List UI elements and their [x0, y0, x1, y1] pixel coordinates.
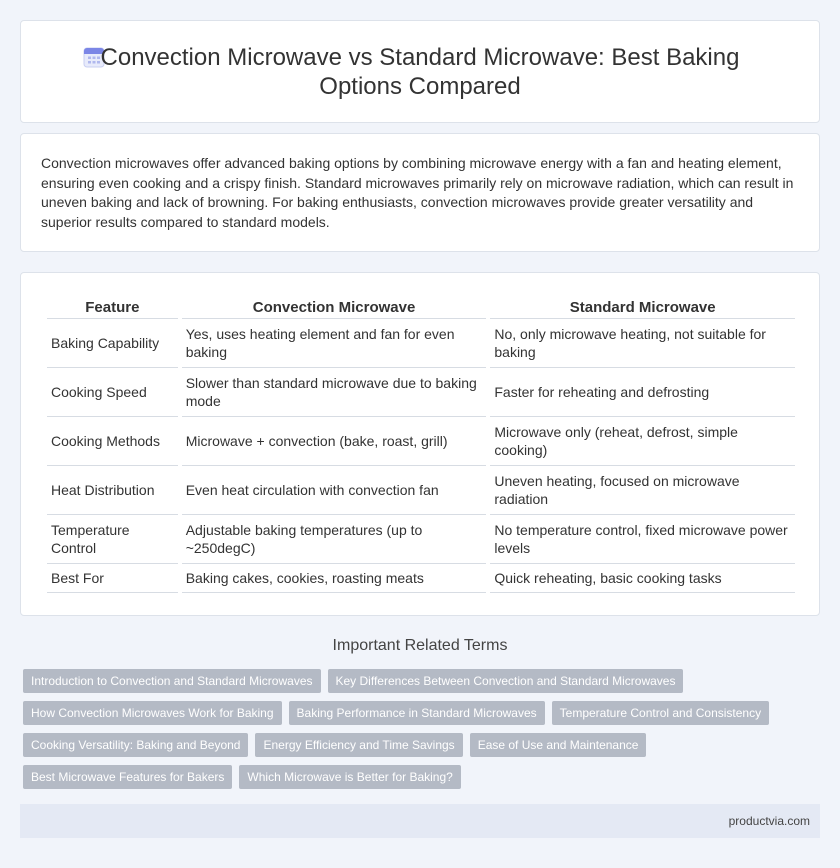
table-cell: Microwave only (reheat, defrost, simple cooking) — [490, 417, 795, 466]
footer — [20, 804, 820, 838]
table-cell: No temperature control, fixed microwave power levels — [490, 515, 795, 564]
related-term-link[interactable]: Best Microwave Features for Bakers — [23, 765, 232, 789]
table-cell: Cooking Methods — [47, 417, 178, 466]
related-terms-list — [23, 669, 823, 797]
table-cell: No, only microwave heating, not suitable for baking — [490, 319, 795, 368]
related-term-link[interactable]: Key Differences Between Convection and Standard Microwaves — [328, 669, 684, 693]
related-term-link[interactable]: How Convection Microwaves Work for Baking — [23, 701, 282, 725]
table-cell: Microwave + convection (bake, roast, grill) — [182, 417, 487, 466]
table-cell: Temperature Control — [47, 515, 178, 564]
table-row — [47, 417, 795, 466]
header-card — [20, 20, 820, 123]
footer-site-link[interactable]: productvia.com — [728, 814, 810, 828]
comparison-table — [43, 297, 799, 593]
comparison-table-card — [20, 272, 820, 616]
related-term-link[interactable]: Cooking Versatility: Baking and Beyond — [23, 733, 248, 757]
column-header: Feature — [47, 297, 178, 319]
table-cell: Adjustable baking temperatures (up to ~250degC) — [182, 515, 487, 564]
table-cell: Baking cakes, cookies, roasting meats — [182, 564, 487, 593]
table-cell: Heat Distribution — [47, 466, 178, 515]
table-row — [47, 319, 795, 368]
table-cell: Best For — [47, 564, 178, 593]
related-term-link[interactable]: Introduction to Convection and Standard Microwaves — [23, 669, 321, 693]
table-row — [47, 466, 795, 515]
table-row — [47, 515, 795, 564]
related-terms-title: Important Related Terms — [332, 637, 508, 654]
table-cell: Yes, uses heating element and fan for even baking — [182, 319, 487, 368]
table-row — [47, 564, 795, 593]
related-term-link[interactable]: Temperature Control and Consistency — [552, 701, 769, 725]
table-cell: Faster for reheating and defrosting — [490, 368, 795, 417]
table-row — [47, 368, 795, 417]
table-header-row — [47, 297, 795, 319]
related-term-link[interactable]: Ease of Use and Maintenance — [470, 733, 647, 757]
related-term-link[interactable]: Baking Performance in Standard Microwaves — [289, 701, 545, 725]
related-term-link[interactable]: Energy Efficiency and Time Savings — [255, 733, 462, 757]
page-title: Convection Microwave vs Standard Microwave: Best Baking Options Compared — [100, 44, 740, 100]
related-term-link[interactable]: Which Microwave is Better for Baking? — [239, 765, 460, 789]
column-header: Convection Microwave — [182, 297, 487, 319]
table-cell: Cooking Speed — [47, 368, 178, 417]
table-cell: Even heat circulation with convection fan — [182, 466, 487, 515]
intro-text: Convection microwaves offer advanced baking options by combining microwave energy with a fan and heating element, ensuring even cooking and a crispy finish. Standard microwaves primarily rely on microwave radiation, which can result in uneven baking and lack of browning. For baking enthusiasts, convection microwaves provide greater versatility and superior results compared to standard models. — [41, 155, 794, 230]
intro-card — [20, 133, 820, 252]
table-cell: Baking Capability — [47, 319, 178, 368]
column-header: Standard Microwave — [490, 297, 795, 319]
table-cell: Quick reheating, basic cooking tasks — [490, 564, 795, 593]
table-cell: Slower than standard microwave due to baking mode — [182, 368, 487, 417]
table-cell: Uneven heating, focused on microwave radiation — [490, 466, 795, 515]
